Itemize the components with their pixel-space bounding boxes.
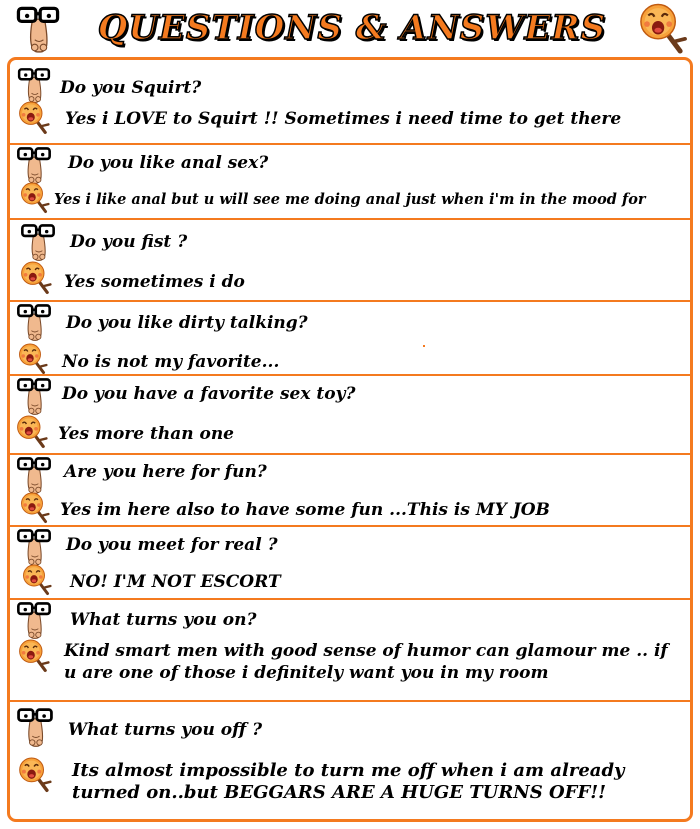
orgasm-face-icon xyxy=(18,638,50,674)
page-title: QUESTIONS & ANSWERS xyxy=(97,8,607,48)
qa-panel xyxy=(7,57,693,822)
orgasm-face-icon xyxy=(18,100,50,136)
divider xyxy=(10,598,690,600)
answer-text: Yes im here also to have some fun ...This is MY JOB xyxy=(60,500,550,520)
nerd-glasses-icon xyxy=(12,145,56,185)
orgasm-face-icon xyxy=(18,342,48,376)
question-text: What turns you off ? xyxy=(68,720,263,740)
nerd-glasses-icon xyxy=(6,4,70,54)
nerd-glasses-icon xyxy=(14,66,54,104)
question-text: Do you meet for real ? xyxy=(66,535,278,555)
orgasm-face-icon xyxy=(634,2,692,56)
answer-text: NO! I'M NOT ESCORT xyxy=(70,572,281,592)
nerd-glasses-icon xyxy=(12,455,56,495)
header xyxy=(0,0,700,56)
orgasm-face-icon xyxy=(16,414,48,450)
orgasm-face-icon xyxy=(18,756,52,794)
orgasm-face-icon xyxy=(20,260,52,296)
divider xyxy=(10,300,690,302)
answer-text: Yes i LOVE to Squirt !! Sometimes i need time to get there xyxy=(65,109,622,129)
answer-text: No is not my favorite... xyxy=(62,352,280,372)
question-text: Do you like dirty talking? xyxy=(66,313,308,333)
nerd-glasses-icon xyxy=(16,222,60,262)
answer-text: Yes i like anal but u will see me doing anal just when i'm in the mood for xyxy=(54,191,646,208)
divider xyxy=(10,218,690,220)
answer-text: Yes sometimes i do xyxy=(64,272,245,292)
divider xyxy=(10,374,690,376)
nerd-glasses-icon xyxy=(12,527,56,567)
question-text: What turns you on? xyxy=(70,610,257,630)
question-text: Do you Squirt? xyxy=(60,78,202,98)
answer-text: Yes more than one xyxy=(58,424,235,444)
question-text: Do you like anal sex? xyxy=(68,153,269,173)
divider xyxy=(10,453,690,455)
divider xyxy=(10,525,690,527)
divider xyxy=(10,143,690,145)
question-text: Are you here for fun? xyxy=(64,462,267,482)
divider xyxy=(10,700,690,702)
nerd-glasses-icon xyxy=(12,302,56,342)
nerd-glasses-icon xyxy=(12,706,58,748)
answer-text: Kind smart men with good sense of humor can glamour me .. if u are one of those i definitely want you in my room xyxy=(64,641,668,683)
nerd-glasses-icon xyxy=(12,600,56,640)
stray-dot xyxy=(423,345,425,347)
orgasm-face-icon xyxy=(22,563,52,597)
nerd-glasses-icon xyxy=(12,376,56,416)
orgasm-face-icon xyxy=(20,181,50,215)
answer-text: Its almost impossible to turn me off when i am already turned on..but BEGGARS ARE A HUGE TURNS OFF!! xyxy=(72,760,625,803)
orgasm-face-icon xyxy=(20,491,50,525)
question-text: Do you have a favorite sex toy? xyxy=(62,384,356,404)
question-text: Do you fist ? xyxy=(70,232,188,252)
